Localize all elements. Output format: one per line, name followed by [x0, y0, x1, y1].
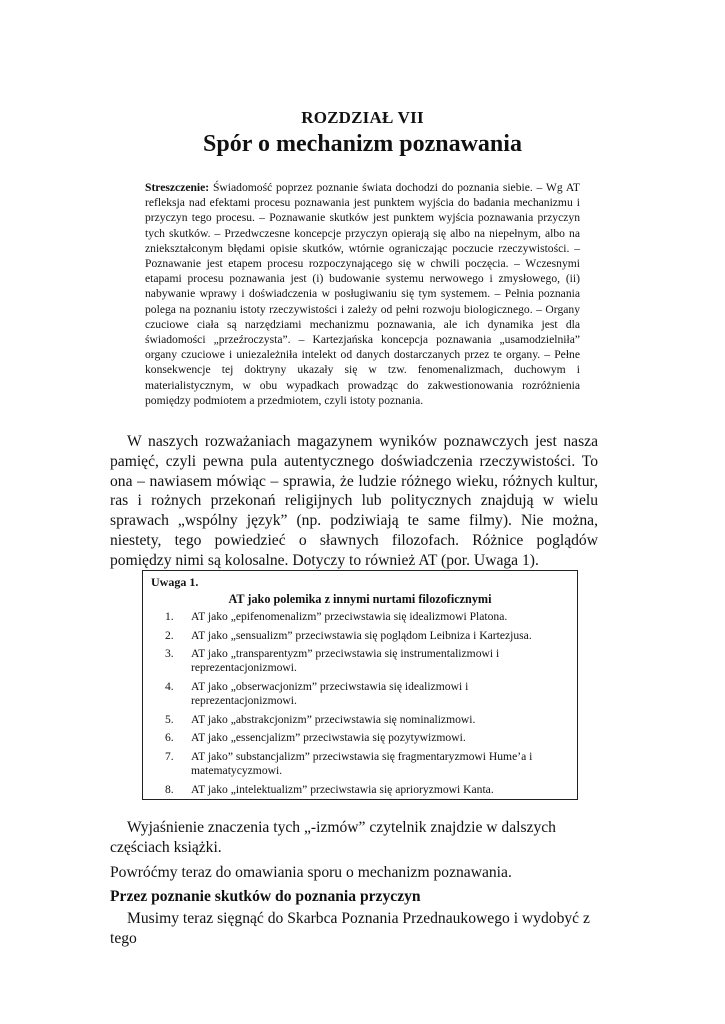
list-item-number: 3.	[165, 647, 174, 661]
list-item-number: 4.	[165, 679, 174, 693]
note-label: Uwaga 1.	[151, 575, 199, 589]
list-item	[151, 680, 569, 708]
outro-paragraph-2: Powróćmy teraz do omawiania sporu o mechanizm poznawania.	[110, 863, 512, 881]
outro-paragraph-3: Musimy teraz sięgnąć do Skarbca Poznania Przednaukowego i wydobyć z tego	[110, 910, 590, 947]
list-item-number: 8.	[165, 782, 174, 796]
abstract	[145, 180, 580, 408]
list-item	[151, 610, 569, 624]
list-item-text: AT jako „transparentyzm” przeciwstawia się instrumentalizmowi i reprezentacjonizmowi.	[191, 647, 500, 675]
list-item-number: 5.	[165, 712, 174, 726]
list-item-number: 2.	[165, 628, 174, 642]
list-item-text: AT jako „intelektualizm” przeciwstawia się aprioryzmowi Kanta.	[191, 782, 494, 796]
chapter-label: ROZDZIAŁ VII	[301, 108, 424, 127]
list-item	[151, 647, 569, 675]
outro	[110, 818, 598, 949]
list-item-text: AT jako „abstrakcjonizm” przeciwstawia się nominalizmowi.	[191, 712, 476, 726]
list-item	[151, 750, 569, 778]
list-item	[151, 629, 569, 643]
intro-paragraph: W naszych rozważaniach magazynem wyników poznawczych jest nasza pamięć, czyli pewna pula autentycznego doświadczenia rzeczywistości. To ona – nawiasem mówiąc – sprawia, że ludzie różnego wieku, różnych kultur, ras i rożnych przekonań religijnych lub politycznych znajdują w wielu sprawach „wspólny język” (np. podziwiają te same filmy). Nie można, niestety, tego powiedzieć o sławnych filozofach. Różnice poglądów pomiędzy nimi są kolosalne. Dotyczy to również AT (por. Uwaga 1).	[110, 433, 598, 569]
note-heading: AT jako polemika z innymi nurtami filozoficznymi	[228, 592, 492, 606]
list-item-text: AT jako „epifenomenalizm” przeciwstawia się idealizmowi Platona.	[191, 610, 508, 623]
list-item-text: AT jako „essencjalizm” przeciwstawia się pozytywizmowi.	[191, 731, 466, 745]
list-item-number: 6.	[165, 731, 174, 745]
list-item	[151, 783, 569, 797]
section-heading: Przez poznanie skutków do poznania przyczyn	[110, 888, 421, 906]
list-item	[151, 731, 569, 745]
outro-paragraph-1: Wyjaśnienie znaczenia tych „-izmów” czytelnik znajdzie w dalszych częściach książki.	[110, 819, 556, 856]
list-item-text: AT jako „obserwacjonizm” przeciwstawia się idealizmowi i reprezentacjonizmowi.	[191, 679, 469, 708]
abstract-label: Streszczenie:	[145, 181, 210, 194]
abstract-text: Świadomość poprzez poznanie świata dochodzi do poznania siebie. – Wg AT refleksja nad efektami procesu poznawania jest punktem wyjścia do badania mechanizmu i przyczyn tego procesu. – Poznawanie skutków jest punktem wyjścia poznawania przyczyn tych skutków. – Przedwczesne koncepcje przyczyn opierają się albo na niepełnym, albo na zniekształconym błędami opisie skutków, wtórnie ograniczając poczucie rzeczywistości. – Poznawanie jest etapem procesu rozpoczynającego się w chwili poczęcia. – Wczesnymi etapami procesu poznawania jest (i) budowanie systemu nerwowego i zmysłowego, (ii) nabywanie wprawy i doświadczenia w posługiwaniu się tym systemem. – Pełnia poznania polega na poznaniu istoty rzeczywistości i zależy od pełni rozwoju biologicznego. – Organy czuciowe ciała są narzędziami mechanizmu poznawania, ale ich dynamika jest dla świadomości „przeźroczysta”. – Kartezjańska koncepcja poznawania „usamodzielniła” organy czuciowe i uniezależniła intelekt od danych dostarczanych przez te organy. – Pełne konsekwencje tej doktryny ukazały się w tzw. fenomenalizmach, duchowym i materialistycznym, w obu wypadkach prowadząc do zakwestionowania rozróżnienia pomiędzy podmiotem a przedmiotem, czyli istoty poznania.	[145, 181, 580, 407]
list-item-text: AT jako” substancjalizm” przeciwstawia się fragmentaryzmowi Hume’a i matematycyzmowi.	[191, 749, 533, 778]
list-item-text: AT jako „sensualizm” przeciwstawia się poglądom Leibniza i Kartezjusa.	[191, 628, 532, 642]
list-item-number: 7.	[165, 749, 174, 763]
chapter-title: Spór o mechanizm poznawania	[203, 131, 522, 157]
note-list	[151, 610, 569, 797]
list-item-number: 1.	[165, 610, 174, 623]
note-box	[142, 570, 578, 800]
list-item	[151, 713, 569, 727]
